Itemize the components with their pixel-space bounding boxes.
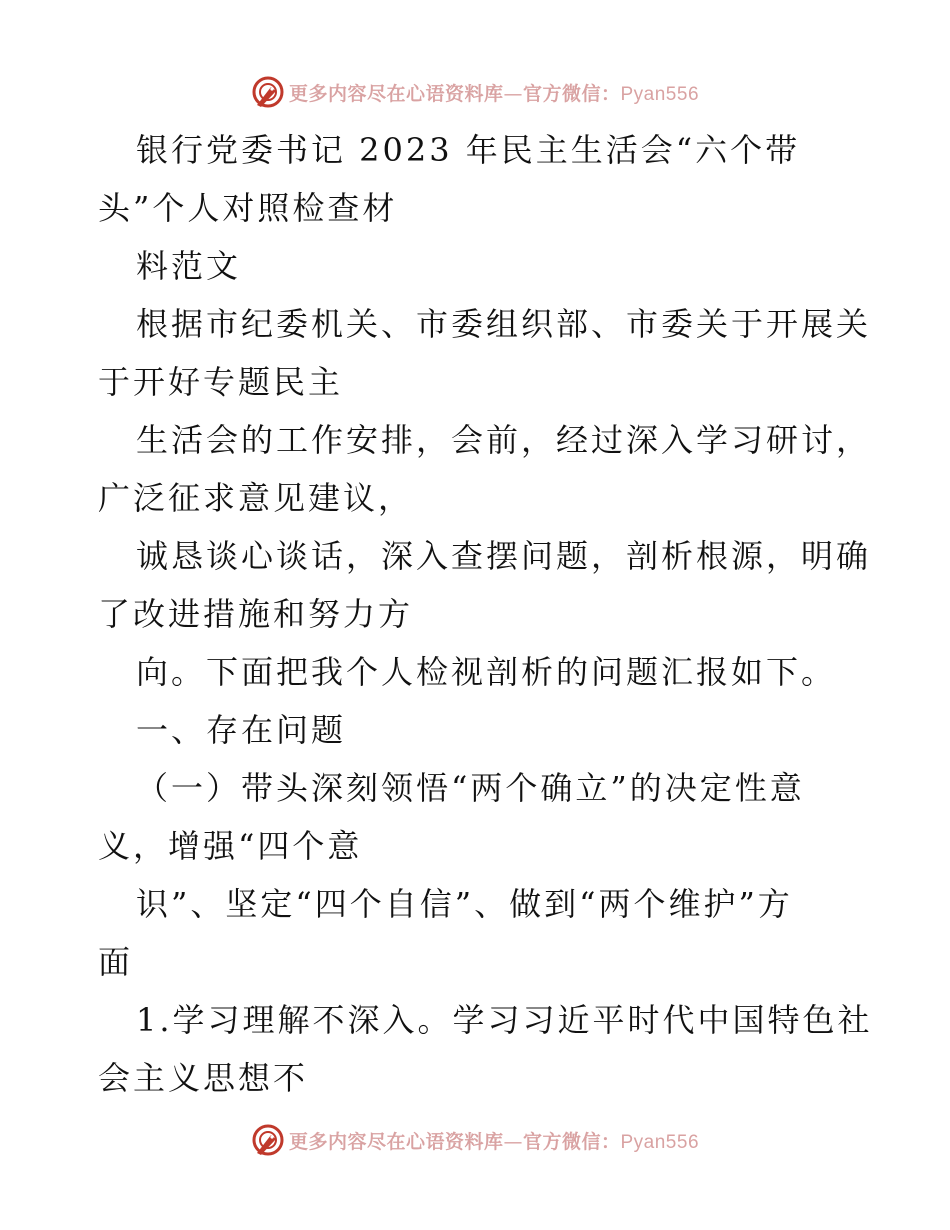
watermark-text [289,79,699,106]
header-watermark [0,72,950,112]
doc-line-title-3: 料范文 [136,247,242,285]
doc-line-8: 诚恳谈心谈话，深入查摆问题，剖析根源，明确 [136,537,872,575]
watermark-contact-label: 官方微信： [522,82,621,105]
watermark-dash: — [503,1130,523,1153]
subsection-heading-line-1: （一）带头深刻领悟“两个确立”的决定性意 [136,769,805,807]
doc-line-9: 了改进措施和努力方 [98,595,414,633]
doc-line-6: 生活会的工作安排，会前，经过深入学习研讨， [136,421,872,459]
watermark-dash: — [503,82,523,105]
watermark-site-text: 更多内容尽在心语资料库 [288,82,504,105]
watermark-contact-id: Pyan556 [620,1131,700,1153]
doc-line-16: 1.学习理解不深入。学习习近平时代中国特色社 [136,1001,873,1039]
doc-line-10: 向。下面把我个人检视剖析的问题汇报如下。 [136,653,837,691]
pen-nib-logo-icon [251,75,285,109]
subsection-heading-line-4: 面 [98,943,134,981]
subsection-heading-line-2: 义，增强“四个意 [98,827,363,865]
watermark-site-text: 更多内容尽在心语资料库 [288,1130,504,1153]
footer-watermark [0,1120,950,1160]
subsection-heading-line-3: 识”、坚定“四个自信”、做到“两个维护”方 [136,885,793,923]
doc-line-5: 于开好专题民主 [98,363,344,401]
watermark-text [289,1127,699,1154]
section-heading: 一、存在问题 [136,711,347,749]
pen-nib-logo-icon [251,1123,285,1157]
watermark-contact-id: Pyan556 [620,83,700,105]
doc-line-title-1: 银行党委书记 2023 年民主生活会“六个带 [136,131,801,169]
doc-line-title-2: 头”个人对照检查材 [98,189,398,227]
doc-line-17: 会主义思想不 [98,1059,309,1097]
doc-line-4: 根据市纪委机关、市委组织部、市委关于开展关 [136,305,872,343]
doc-line-7: 广泛征求意见建议， [98,479,414,517]
watermark-contact-label: 官方微信： [522,1130,621,1153]
